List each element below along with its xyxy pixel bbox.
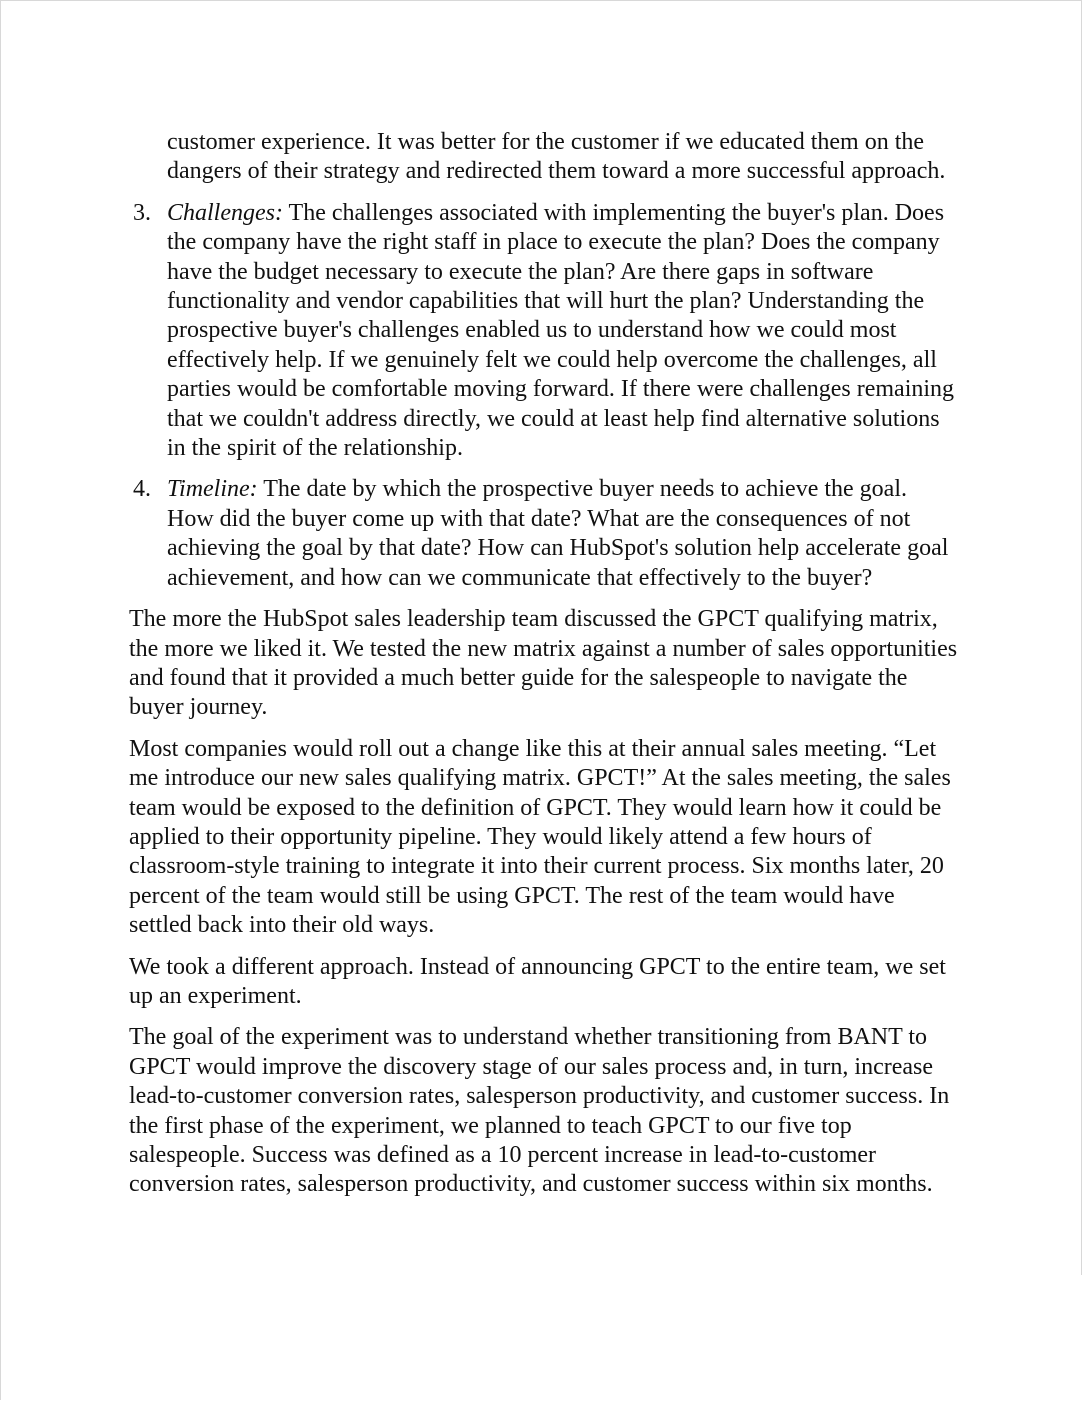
list-item-continuation: customer experience. It was better for the customer if we educated them on the dangers of their strategy and redirected them toward a more successful approach. — [167, 129, 946, 185]
list-item-challenges — [129, 199, 959, 464]
list-item-timeline — [129, 475, 959, 593]
paragraph-rollout: Most companies would roll out a change like this at their annual sales meeting. “Let me introduce our new sales qualifying matrix. GPCT!” At the sales meeting, the sales team would be exposed to the definition of GPCT. They would learn how it could be applied to their opportunity pipeline. They would likely attend a few hours of classroom-style training to integrate it into their current process. Six months later, 20 percent of the team would still be using GPCT. The rest of the team would have settled back into their old ways. — [129, 735, 951, 939]
paragraph-experiment: We took a different approach. Instead of announcing GPCT to the entire team, we set up an experiment. — [129, 953, 946, 1009]
paragraph-gpct-matrix: The more the HubSpot sales leadership team discussed the GPCT qualifying matrix, the more we liked it. We tested the new matrix against a number of sales opportunities and found that it provided a much better guide for the salespeople to navigate the buyer journey. — [129, 606, 958, 721]
list-item-text: The challenges associated with implementing the buyer's plan. Does the company have the right staff in place to execute the plan? Does the company have the budget necessary to execute the plan? Are there gaps in software functionality and vendor capabilities that will hurt the plan? Understanding the prospective buyer's challenges enabled us to understand how we could most effectively help. If we genuinely felt we could help overcome the challenges, all parties would be comfortable moving forward. If there were challenges remaining that we couldn't address directly, we could at least help find alternative solutions in the spirit of the relationship. — [167, 199, 955, 462]
list-item-text: The date by which the prospective buyer needs to achieve the goal. How did the buyer come up with that date? What are the consequences of not achieving the goal by that date? How can HubSpot's solution help accelerate goal achievement, and how can we communicate that effectively to the buyer? — [167, 476, 949, 591]
list-item-term: Timeline: — [167, 476, 258, 503]
page-bottom-margin — [1, 1275, 1082, 1401]
list-item-term: Challenges: — [167, 199, 283, 226]
list-item-number: 4. — [133, 476, 151, 503]
paragraph-experiment-goal: The goal of the experiment was to understand whether transitioning from BANT to GPCT would improve the discovery stage of our sales process and, in turn, increase lead-to-customer conversion rates, salesperson productivity, and customer success. In the first phase of the experiment, we planned to teach GPCT to our five top salespeople. Success was defined as a 10 percent increase in lead-to-customer conversion rates, salesperson productivity, and customer success within six months. — [129, 1024, 950, 1198]
numbered-list — [129, 199, 959, 593]
page-content — [129, 128, 959, 1212]
list-item-number: 3. — [133, 199, 151, 226]
